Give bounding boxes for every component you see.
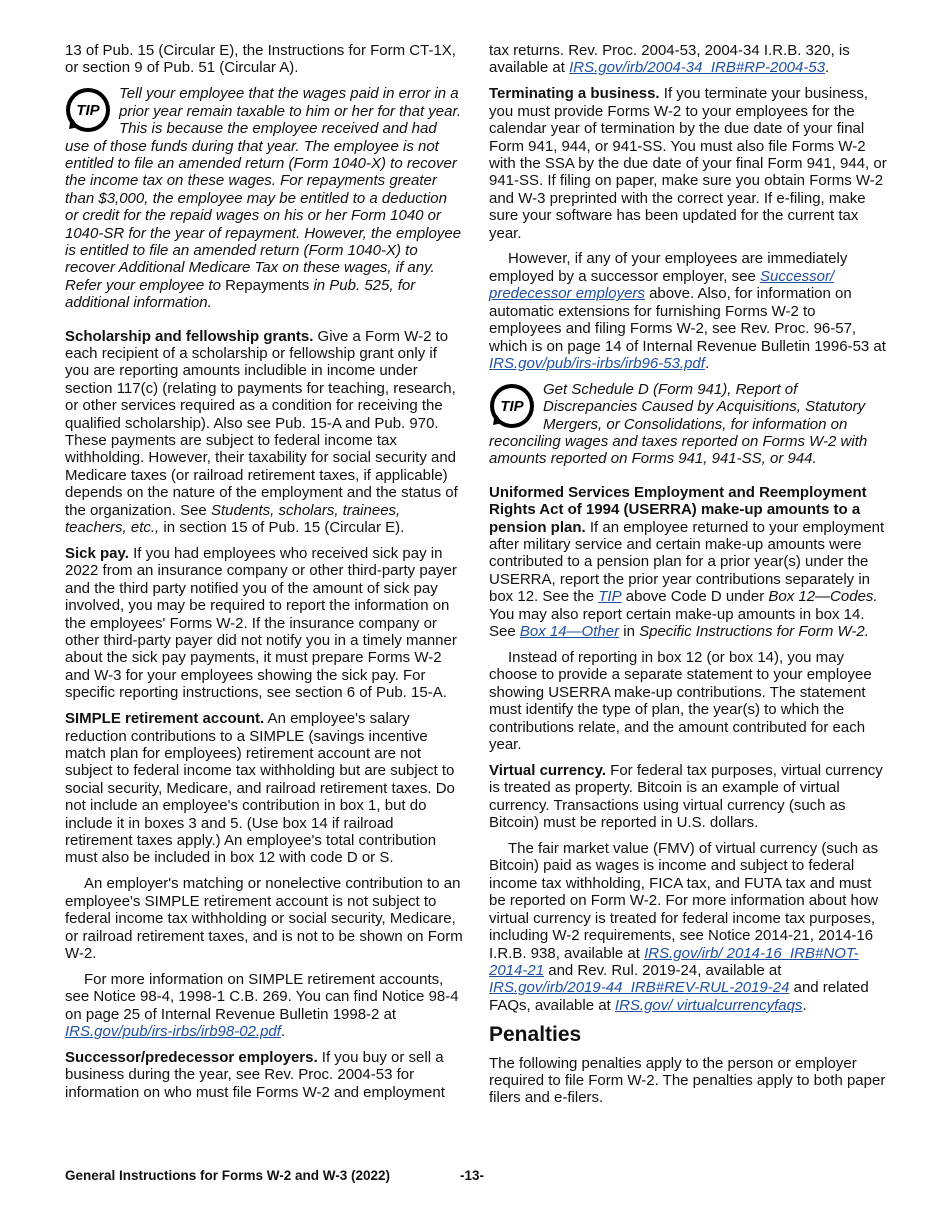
terminating-text: If you terminate your business, you must provide Forms W-2 to your employees for the calendar year of termination by the due date of your final Form 941, 944, or 941-SS. You must also file Forms W-2 with the SSA by the due date of your final Form 941, 944, or 941-SS. If filing on paper, make sure you obtain Forms W-2 and W-3 preprinted with the correct year. If e-filing, make sure your software has been updated for the current tax year. (489, 85, 887, 242)
tip-badge-label: TIP (500, 397, 524, 415)
terminating-text-2: However, if any of your employees are immediately employed by a successor employer, see (489, 250, 848, 285)
terminating-end: . (704, 354, 710, 372)
irb98-02-link[interactable]: IRS.gov/pub/irs-irbs/irb98-02.pdf (65, 1023, 281, 1041)
simple-paragraph (65, 710, 463, 867)
virtualcurrencyfaqs-link[interactable]: IRS.gov/ virtualcurrencyfaqs (614, 996, 803, 1014)
terminating-text-2b: above. Also, for information on automatic extensions for furnishing Forms W-2 to employees and filing Forms W-2, see Rev. Proc. 96-57, which is on page 14 of Internal Revenue Bulletin 1996-53 at (489, 285, 886, 355)
scholarship-heading: Scholarship and fellowship grants. (65, 327, 314, 345)
userra-text-c: You may also report certain make-up amounts in box 14. See (489, 605, 865, 641)
userra-heading: Uniformed Services Employment and Reemployment Rights Act of 1994 (USERRA) make-up amounts to a pension plan. (489, 483, 867, 536)
simple-paragraph-3 (65, 971, 463, 1041)
virtual-text-2b: and Rev. Rul. 2019-24, available at (544, 961, 782, 979)
virtual-paragraph (489, 762, 887, 832)
successor-paragraph (65, 1049, 463, 1101)
virtual-text-2c: and related FAQs, available at (489, 979, 869, 1014)
tip-text: Get Schedule D (Form 941), Report of Discrepancies Caused by Acquisitions, Statutory Mergers, or Consolidations, for information on reconciling wages and taxes reported on Forms W-2 with amounts reported on Forms 941, 941-SS, or 944. (489, 380, 868, 468)
sickpay-heading: Sick pay. (65, 544, 129, 562)
successor-employers-link[interactable]: Successor/ predecessor employers (489, 267, 835, 303)
left-column (65, 42, 463, 1110)
left-intro: 13 of Pub. 15 (Circular E), the Instructions for Form CT-1X, or section 9 of Pub. 51 (Circular A). (65, 42, 456, 77)
scholarship-text: Give a Form W-2 to each recipient of a scholarship or fellowship grant only if you are reporting amounts includible in income under section 117(c) (relating to payments for teaching, research, or other services required as a condition for receiving the qualified scholarship). Also see Pub. 15-A and Pub. 970. These payments are subject to federal income tax withholding. However, their taxability for social security and Medicare taxes (or railroad retirement taxes, if applicable) depends on the nature of the employment and the status of the organization. See (65, 327, 458, 519)
simple-end: . (280, 1023, 286, 1041)
sickpay-paragraph (65, 545, 463, 702)
simple-text: An employee's salary reduction contributions to a SIMPLE (savings incentive match plan for employees) retirement account are not subject to federal income tax withholding but are subject to social security, Medicare, and railroad retirement taxes. Do not include an employee's contribution in box 1, but do include it in boxes 3 and 5. (Use box 14 if railroad retirement taxes apply.) An employee's total contribution must also be included in box 12 with code D or S. (65, 710, 455, 867)
right-intro-end: . (825, 59, 830, 77)
specific-instructions-ref: Specific Instructions for Form W-2. (639, 623, 869, 641)
scholarship-paragraph (65, 328, 463, 537)
virtual-heading: Virtual currency. (489, 761, 606, 779)
userra-text-d: in (619, 623, 640, 641)
penalties-heading: Penalties (489, 1022, 582, 1046)
tip-icon (489, 383, 535, 429)
virtual-text: For federal tax purposes, virtual currency is treated as property. Bitcoin is an example of virtual currency. Transactions using virtual currency (such as Bitcoin) must be reported in U.S. dollars. (489, 761, 883, 832)
page-number: -13- (460, 1168, 485, 1183)
successor-heading: Successor/predecessor employers. (65, 1048, 318, 1066)
right-intro-text: tax returns. Rev. Proc. 2004-53, 2004-34 I.R.B. 320, is available at (489, 42, 850, 77)
rp-2004-53-link[interactable]: IRS.gov/irb/2004-34_IRB#RP-2004-53 (569, 59, 826, 77)
simple-paragraph-2: An employer's matching or nonelective contribution to an employee's SIMPLE retirement account is not subject to federal income tax withholding or social security, Medicare, or railroad retirement taxes, and is not to be shown on Form W-2. (65, 875, 463, 962)
virtual-paragraph-2 (489, 840, 887, 1014)
not-2014-21-link[interactable]: IRS.gov/irb/ 2014-16_IRB#NOT-2014-21 (489, 944, 859, 979)
tip-text-end: in Pub. 525, for additional information. (65, 276, 416, 312)
tip-text: Tell your employee that the wages paid in error in a prior year remain taxable to him or her for that year. This is because the employee received and had use of those funds during that year. The employee is not entitled to file an amended return (Form 1040-X) to recover the income tax on these wages. For repayments greater than $3,000, the employee may be entitled to a deduction or credit for the repaid wages on his or her Form 1040 or 1040-SR for the year of repayment. However, the employee is entitled to file an amended return (Form 1040-X) to recover Additional Medicare Tax on these wages, if any. Refer your employee to (65, 85, 462, 294)
scholarship-text-end: in section 15 of Pub. 15 (Circular E). (159, 519, 405, 537)
penalties-text: The following penalties apply to the person or employer required to file Form W-2. The penalties apply to both paper filers and e-filers. (489, 1054, 886, 1107)
userra-paragraph (489, 484, 887, 641)
tip-ref-repayments: Repayments (225, 276, 310, 294)
tip-badge-label: TIP (76, 102, 100, 120)
right-column (489, 42, 887, 1115)
tip-icon (65, 87, 111, 133)
tip-box-schedule-d (489, 381, 887, 468)
terminating-heading: Terminating a business. (489, 85, 660, 103)
userra-text: If an employee returned to your employment after military service and certain make-up amounts were contributed to a pension plan for a prior year(s) under the USERRA, report the prior year contributions separately in box 12. See the (489, 518, 885, 606)
successor-text: If you buy or sell a business during the year, see Rev. Proc. 2004-53 for information on who must file Forms W-2 and employment (65, 1048, 445, 1101)
sickpay-text: If you had employees who received sick pay in 2022 from an insurance company or other third-party payer and the third party notified you of the amount of sick pay involved, you may be required to report the information on the employees' Forms W-2. If the insurance company or other third-party payer did not notify you in a timely manner about the sick pay payments, it must prepare Forms W-2 and W-3 for your employees showing the sick pay. For specific reporting instructions, see section 6 of Pub. 15-A. (65, 544, 457, 702)
simple-heading: SIMPLE retirement account. (65, 710, 265, 728)
right-intro (489, 42, 887, 77)
terminating-paragraph-2 (489, 250, 887, 372)
virtual-end: . (802, 996, 807, 1014)
userra-paragraph-2: Instead of reporting in box 12 (or box 14), you may choose to provide a separate statement to your employee showing USERRA make-up contributions. The statement must identify the type of plan, the year(s) to which the contributions relate, and the amount contributed for each year. (489, 649, 872, 754)
scholarship-ref: Students, scholars, trainees, teachers, etc., (65, 501, 401, 537)
box14-other-link[interactable]: Box 14—Other (519, 623, 620, 641)
footer-title: General Instructions for Forms W-2 and W-3 (2022) (65, 1168, 391, 1183)
tip-link[interactable]: TIP (598, 588, 622, 606)
tip-box-wages-error (65, 85, 463, 311)
virtual-text-2: The fair market value (FMV) of virtual currency (such as Bitcoin) paid as wages is income and subject to federal income tax withholding, FICA tax, and FUTA tax and must be reported on Form W-2. For more information about how virtual currency is treated for federal income tax purposes, including W-2 requirements, see Notice 2014-21, 2014-16 I.R.B. 938, available at (489, 840, 879, 962)
terminating-paragraph (489, 85, 887, 242)
rev-rul-2019-24-link[interactable]: IRS.gov/irb/2019-44_IRB#REV-RUL-2019-24 (489, 979, 790, 997)
simple-text-3: For more information on SIMPLE retirement accounts, see Notice 98-4, 1998-1 C.B. 269. You can find Notice 98-4 on page 25 of Internal Revenue Bulletin 1998-2 at (65, 970, 459, 1023)
box12-codes-ref: Box 12—Codes. (768, 588, 878, 606)
irb96-53-link[interactable]: IRS.gov/pub/irs-irbs/irb96-53.pdf (489, 354, 705, 372)
userra-text-b: above Code D under (621, 588, 769, 606)
page-footer (65, 1168, 885, 1183)
